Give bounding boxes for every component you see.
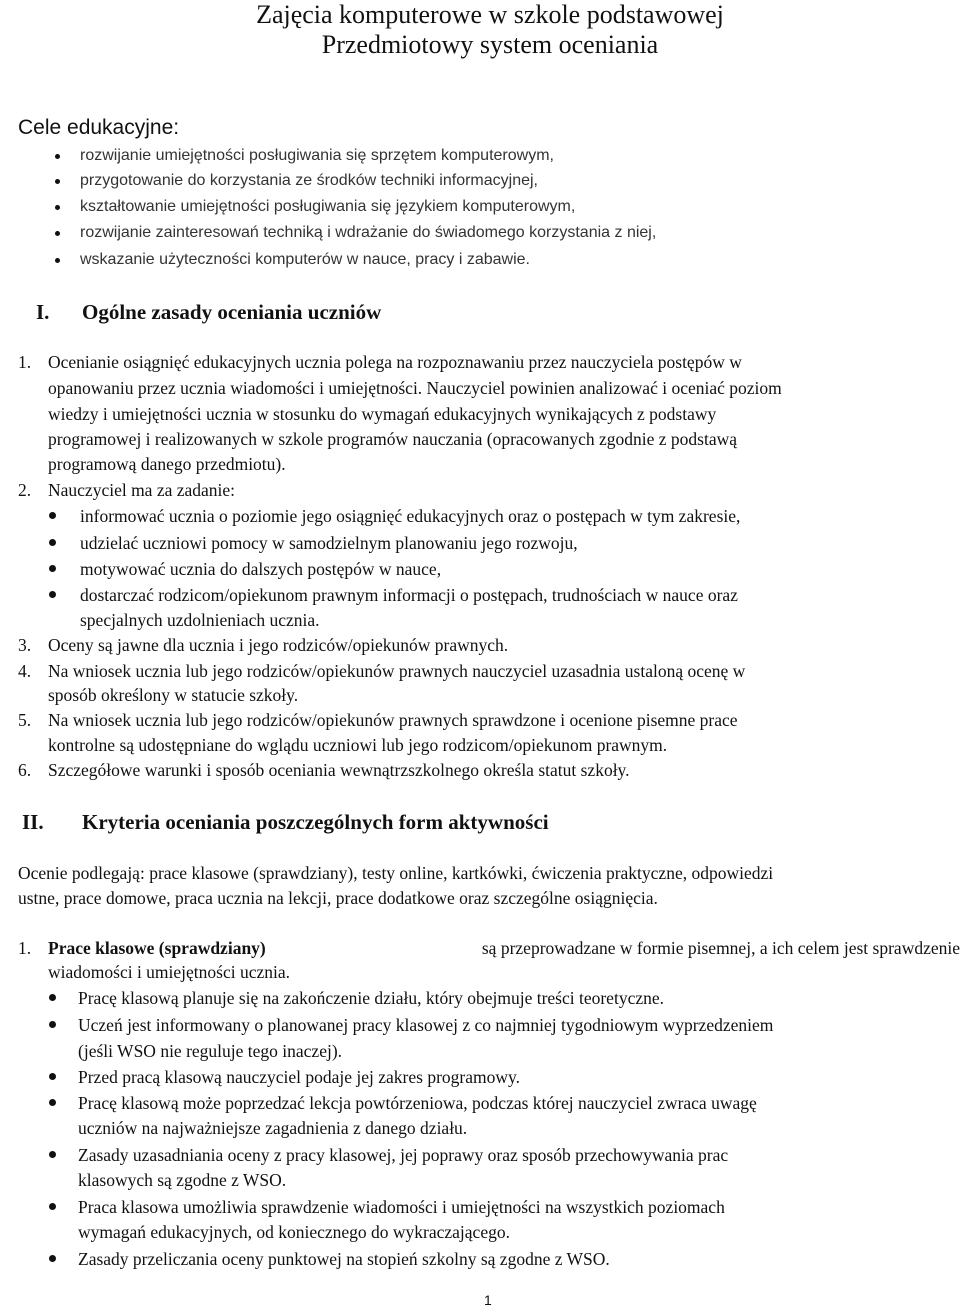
bullet-icon — [55, 258, 60, 263]
bullet-icon — [55, 205, 60, 210]
bullet-icon — [49, 1151, 56, 1158]
task-item: informować ucznia o poziomie jego osiągnięć edukacyjnych oraz o postępach w tym zakresie, — [80, 506, 741, 526]
criteria-bullet-continued: (jeśli WSO nie reguluje tego inaczej). — [78, 1041, 343, 1061]
section-1-roman: I. — [36, 300, 50, 324]
item-number: 6. — [18, 760, 32, 780]
bullet-icon — [55, 231, 60, 236]
paragraph-line: Na wniosek ucznia lub jego rodziców/opiekunów prawnych nauczyciel uzasadnia ustaloną ocenę w — [48, 661, 746, 681]
item-number: 1. — [18, 938, 32, 958]
paragraph-line: Ocenie podlegają: prace klasowe (sprawdziany), testy online, kartkówki, ćwiczenia praktyczne, odpowiedzi — [18, 863, 774, 883]
bullet-icon — [55, 154, 60, 159]
paragraph-line: sposób określony w statucie szkoły. — [48, 685, 299, 705]
criteria-bold-term: Prace klasowe (sprawdziany) — [48, 938, 266, 958]
bullet-icon — [49, 565, 56, 572]
criteria-line-continued: wiadomości i umiejętności ucznia. — [48, 962, 291, 982]
task-item-continued: specjalnych uzdolnieniach ucznia. — [80, 610, 320, 630]
task-item: udzielać uczniowi pomocy w samodzielnym planowaniu jego rozwoju, — [80, 533, 578, 553]
goal-item: rozwijanie umiejętności posługiwania się sprzętem komputerowym, — [80, 147, 554, 164]
paragraph-line: Oceny są jawne dla ucznia i jego rodziców/opiekunów prawnych. — [48, 635, 509, 655]
paragraph-line: kontrolne są udostępniane do wglądu uczniowi lub jego rodzicom/opiekunom prawnym. — [48, 735, 668, 755]
bullet-icon — [49, 1203, 56, 1210]
paragraph-line: wiedzy i umiejętności ucznia w stosunku do wymagań edukacyjnych wynikających z podstawy — [48, 404, 717, 424]
bullet-icon — [49, 591, 56, 598]
task-item: motywować ucznia do dalszych postępów w nauce, — [80, 559, 442, 579]
goal-item: przygotowanie do korzystania ze środków techniki informacyjnej, — [80, 172, 538, 189]
criteria-bullet: Uczeń jest informowany o planowanej pracy klasowej z co najmniej tygodniowym wyprzedzeniem — [78, 1015, 774, 1035]
task-item: dostarczać rodzicom/opiekunom prawnym informacji o postępach, trudnościach w nauce oraz — [80, 585, 738, 605]
paragraph-line: opanowaniu przez ucznia wiadomości i umiejętności. Nauczyciel powinien analizować i oceniać poziom — [48, 378, 782, 398]
criteria-bullet-continued: klasowych są zgodne z WSO. — [78, 1170, 287, 1190]
criteria-bullet: Przed pracą klasową nauczyciel podaje jej zakres programowy. — [78, 1067, 520, 1087]
paragraph-line: programową danego przedmiotu). — [48, 454, 286, 474]
item-number: 2. — [18, 480, 32, 500]
goal-item: rozwijanie zainteresowań techniką i wdrażanie do świadomego korzystania z niej, — [80, 224, 657, 241]
paragraph-line: Nauczyciel ma za zadanie: — [48, 480, 236, 500]
item-number: 4. — [18, 661, 32, 681]
paragraph-line: programowej i realizowanych w szkole programów nauczania (opracowanych zgodnie z podstawą — [48, 429, 738, 449]
bullet-icon — [49, 994, 56, 1001]
criteria-bullet-continued: uczniów na najważniejsze zagadnienia z danego działu. — [78, 1118, 468, 1138]
item-number: 1. — [18, 352, 32, 372]
criteria-bullet: Pracę klasową planuje się na zakończenie działu, który obejmuje treści teoretyczne. — [78, 988, 664, 1008]
criteria-bullet: Praca klasowa umożliwia sprawdzenie wiadomości i umiejętności na wszystkich poziomach — [78, 1197, 725, 1217]
bullet-icon — [55, 179, 60, 184]
bullet-icon — [49, 512, 56, 519]
document-title: Zajęcia komputerowe w szkole podstawowej — [256, 0, 724, 29]
paragraph-line: Na wniosek ucznia lub jego rodziców/opiekunów prawnych sprawdzone i ocenione pisemne prace — [48, 710, 738, 730]
criteria-line — [48, 937, 960, 959]
criteria-bullet: Zasady przeliczania oceny punktowej na stopień szkolny są zgodne z WSO. — [78, 1249, 610, 1269]
section-1-heading: Ogólne zasady oceniania uczniów — [82, 300, 382, 324]
paragraph-line: ustne, prace domowe, praca ucznia na lekcji, prace dodatkowe oraz szczególne osiągnięcia. — [18, 888, 658, 908]
bullet-icon — [49, 1021, 56, 1028]
section-2-heading: Kryteria oceniania poszczególnych form aktywności — [82, 810, 549, 834]
paragraph-line: Ocenianie osiągnięć edukacyjnych ucznia polega na rozpoznawaniu przez nauczyciela postępów w — [48, 352, 742, 372]
bullet-icon — [49, 1073, 56, 1080]
section-2-roman: II. — [22, 810, 44, 834]
criteria-description: są przeprowadzane w formie pisemnej, a ich celem jest sprawdzenie — [477, 938, 960, 958]
paragraph-line: Szczegółowe warunki i sposób oceniania wewnątrzszkolnego określa statut szkoły. — [48, 760, 630, 780]
document-subtitle: Przedmiotowy system oceniania — [321, 30, 659, 59]
criteria-bullet-continued: wymagań edukacyjnych, od koniecznego do wykraczającego. — [78, 1222, 510, 1242]
goal-item: kształtowanie umiejętności posługiwania się językiem komputerowym, — [80, 198, 576, 215]
item-number: 3. — [18, 635, 32, 655]
criteria-bullet: Zasady uzasadniania oceny z pracy klasowej, jej poprawy oraz sposób przechowywania prac — [78, 1145, 729, 1165]
page-number: 1 — [484, 1292, 492, 1308]
item-number: 5. — [18, 710, 32, 730]
bullet-icon — [49, 1255, 56, 1262]
criteria-bullet: Pracę klasową może poprzedzać lekcja powtórzeniowa, podczas której nauczyciel zwraca uwagę — [78, 1093, 757, 1113]
bullet-icon — [49, 1099, 56, 1106]
goals-heading: Cele edukacyjne: — [18, 116, 180, 139]
bullet-icon — [49, 539, 56, 546]
goal-item: wskazanie użyteczności komputerów w nauce, pracy i zabawie. — [80, 251, 530, 268]
